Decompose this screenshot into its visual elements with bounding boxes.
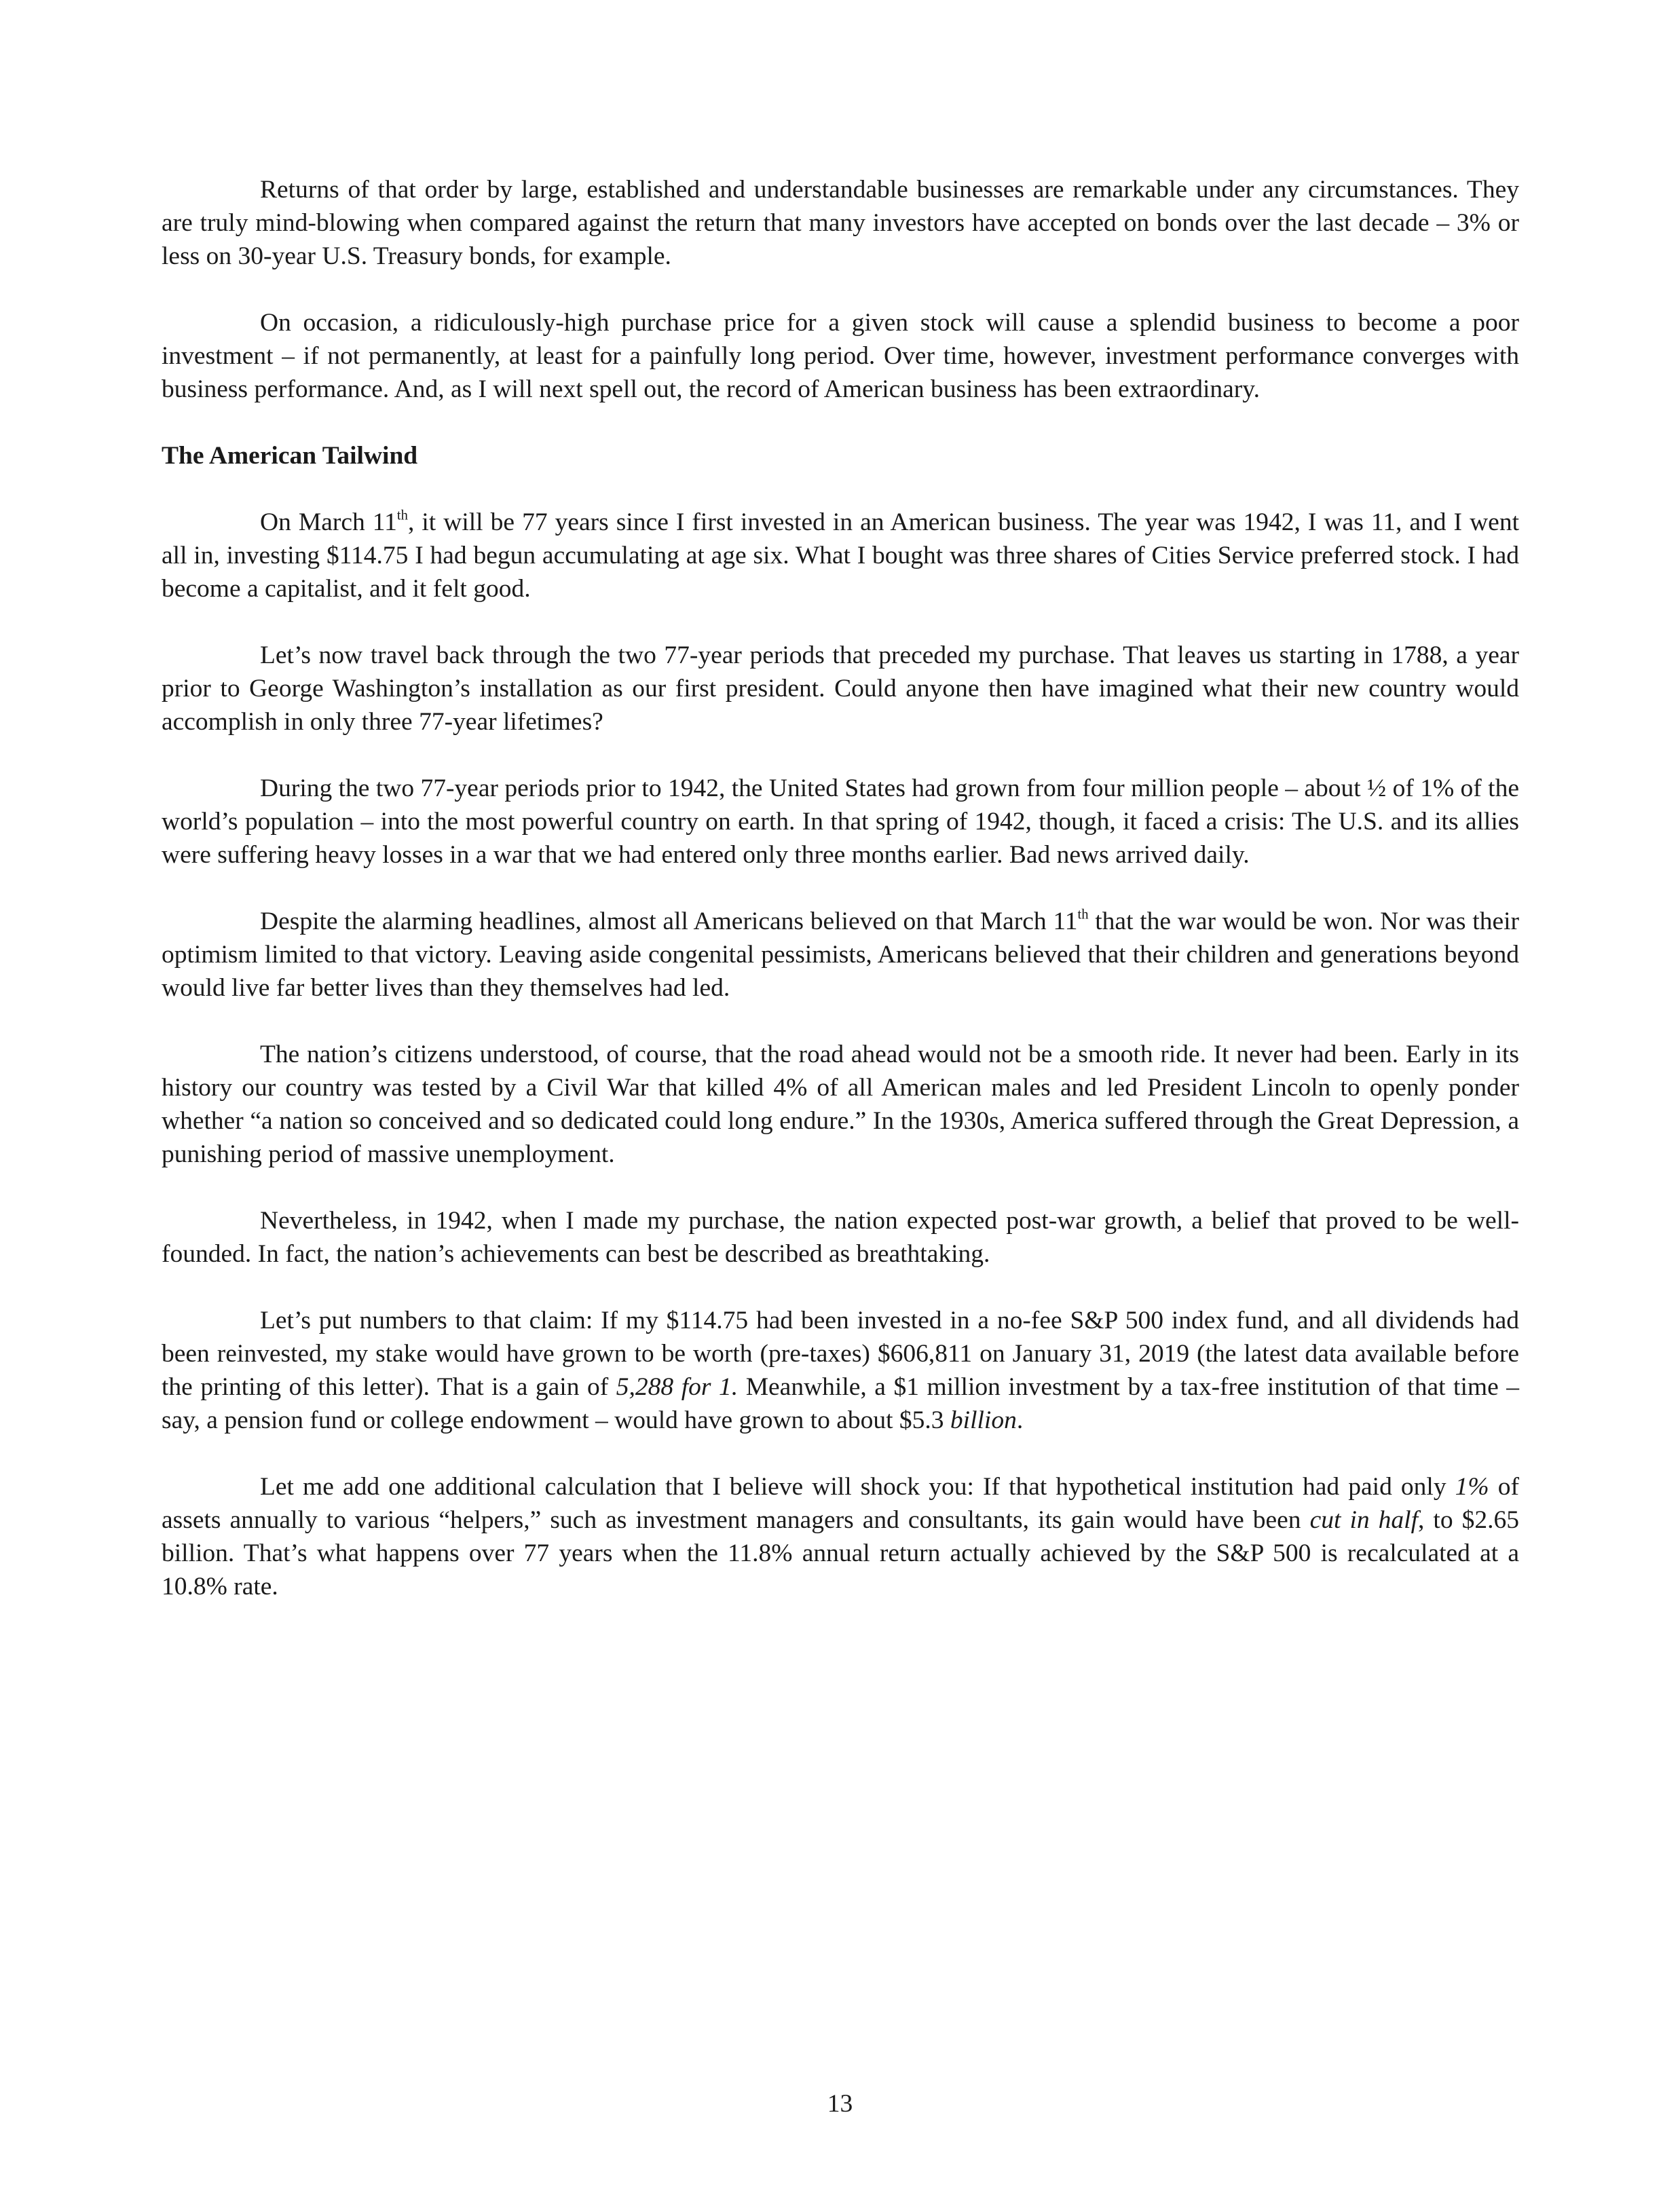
section-heading: The American Tailwind xyxy=(162,442,418,470)
ordinal-suffix: th xyxy=(396,508,408,523)
emphasis-billion: billion xyxy=(950,1406,1017,1434)
paragraph-returns: Returns of that order by large, established and understandable businesses are remarkable under any circumstances. They are truly mind-blowing when compared against the return that many investors have accepted on bonds over the last decade – 3% or less on 30-year U.S. Treasury bonds, for example. xyxy=(162,176,1519,270)
paragraph-travel-back: Let’s now travel back through the two 77-year periods that preceded my purchase. That leaves us starting in 1788, a year prior to George Washington’s installation as our first president. Could anyone then have imagined what their new country would accomplish in only three 77-year lifetimes? xyxy=(162,641,1519,736)
emphasis-gain: 5,288 for 1. xyxy=(616,1373,739,1401)
paragraph-fees-calculation: Let me add one additional calculation that I believe will shock you: If that hypothetical institution had paid only 1% of assets annually to various “helpers,” such as investment managers and consultants, its gain would have been cut in half, to $2.65 billion. That’s what happens over 77 years when the 11.8% annual return actually achieved by the S&P 500 is recalculated at a 10.8% rate. xyxy=(162,1473,1520,1601)
paragraph-prior-periods: During the two 77-year periods prior to 1942, the United States had grown from four million people – about ½ of 1% of the world’s population – into the most powerful country on earth. In that spring of 1942, though, it faced a crisis: The U.S. and its allies were suffering heavy losses in a war that we had entered only three months earlier. Bad news arrived daily. xyxy=(162,774,1519,869)
ordinal-suffix: th xyxy=(1077,907,1089,922)
paragraph-first-investment: On March 11th, it will be 77 years since I first invested in an American business. The year was 1942, I was 11, and I went all in, investing $114.75 I had begun accumulating at age six. What I bought was three shares of Cities Service preferred stock. I had become a capitalist, and it felt good. xyxy=(162,508,1519,603)
paragraph-numbers: Let’s put numbers to that claim: If my $114.75 had been invested in a no-fee S&P 500 index fund, and all dividends had been reinvested, my stake would have grown to be worth (pre-taxes) $606,811 on January 31, 2019 (the latest data available before the printing of this letter). That is a gain of 5,288 for 1. Meanwhile, a $1 million investment by a tax-free institution of that time – say, a pension fund or college endowment – would have grown to about $5.3 billion. xyxy=(162,1307,1520,1434)
emphasis-cut-in-half: cut in half xyxy=(1309,1506,1418,1534)
page-number: 13 xyxy=(827,2090,853,2118)
paragraph-post-war-growth: Nevertheless, in 1942, when I made my purchase, the nation expected post-war growth, a belief that proved to be well-founded. In fact, the nation’s achievements can best be described as breathtaking. xyxy=(162,1207,1519,1268)
paragraph-road-ahead: The nation’s citizens understood, of course, that the road ahead would not be a smooth ride. It never had been. Early in its history our country was tested by a Civil War that killed 4% of all American males and led President Lincoln to openly ponder whether “a nation so conceived and so dedicated could long endure.” In the 1930s, America suffered through the Great Depression, a punishing period of massive unemployment. xyxy=(162,1041,1519,1168)
letter-body xyxy=(162,173,1519,1636)
paragraph-purchase-price: On occasion, a ridiculously-high purchase price for a given stock will cause a splendid business to become a poor investment – if not permanently, at least for a painfully long period. Over time, however, investment performance converges with business performance. And, as I will next spell out, the record of American business has been extraordinary. xyxy=(162,309,1519,403)
emphasis-one-percent: 1% xyxy=(1455,1473,1489,1501)
paragraph-optimism: Despite the alarming headlines, almost all Americans believed on that March 11th that the war would be won. Nor was their optimism limited to that victory. Leaving aside congenital pessimists, Americans believed that their children and generations beyond would live far better lives than they themselves had led. xyxy=(162,907,1519,1002)
